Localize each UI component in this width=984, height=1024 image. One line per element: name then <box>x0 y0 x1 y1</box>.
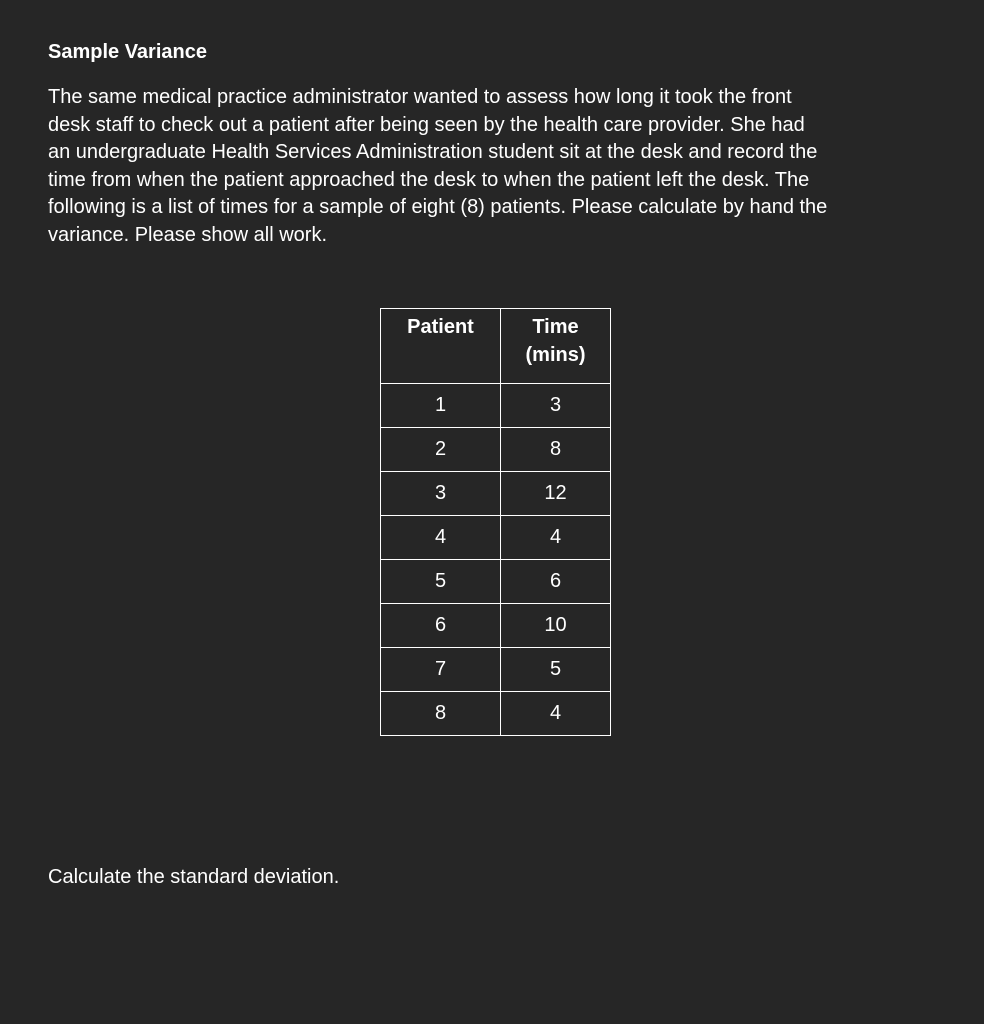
paragraph-line: variance. Please show all work. <box>48 223 328 246</box>
header-time <box>501 309 611 384</box>
patient-times-table <box>380 308 611 736</box>
paragraph-line: following is a list of times for a sample of eight (8) patients. Please calculate by hand the <box>48 196 828 218</box>
table-header-row <box>381 309 611 384</box>
cell-patient: 2 <box>381 428 501 472</box>
table-row <box>381 516 611 560</box>
paragraph-line: desk staff to check out a patient after being seen by the health care provider. She had <box>48 113 805 136</box>
cell-time: 8 <box>501 428 611 472</box>
page-title: Sample Variance <box>48 41 207 63</box>
paragraph-line: time from when the patient approached the desk to when the patient left the desk. The <box>48 168 810 191</box>
cell-time: 4 <box>501 516 611 560</box>
standard-deviation-prompt: Calculate the standard deviation. <box>48 866 340 888</box>
cell-patient: 6 <box>381 604 501 648</box>
table-row <box>381 648 611 692</box>
cell-time: 10 <box>501 604 611 648</box>
cell-time: 5 <box>501 648 611 692</box>
cell-patient: 8 <box>381 692 501 736</box>
cell-time: 3 <box>501 384 611 428</box>
header-time-unit: (mins) <box>525 344 586 366</box>
table-row <box>381 604 611 648</box>
table-row <box>381 384 611 428</box>
table-row <box>381 428 611 472</box>
paragraph-line: The same medical practice administrator wanted to assess how long it took the front <box>48 86 792 108</box>
table-row <box>381 560 611 604</box>
cell-time: 6 <box>501 560 611 604</box>
cell-patient: 7 <box>381 648 501 692</box>
cell-time: 4 <box>501 692 611 736</box>
cell-patient: 4 <box>381 516 501 560</box>
table-row <box>381 692 611 736</box>
problem-description <box>48 84 943 249</box>
header-patient: Patient <box>381 309 501 384</box>
table-row <box>381 472 611 516</box>
header-time-label: Time <box>532 316 579 338</box>
cell-patient: 5 <box>381 560 501 604</box>
cell-patient: 3 <box>381 472 501 516</box>
cell-patient: 1 <box>381 384 501 428</box>
paragraph-line: an undergraduate Health Services Administration student sit at the desk and record the <box>48 141 818 163</box>
cell-time: 12 <box>501 472 611 516</box>
